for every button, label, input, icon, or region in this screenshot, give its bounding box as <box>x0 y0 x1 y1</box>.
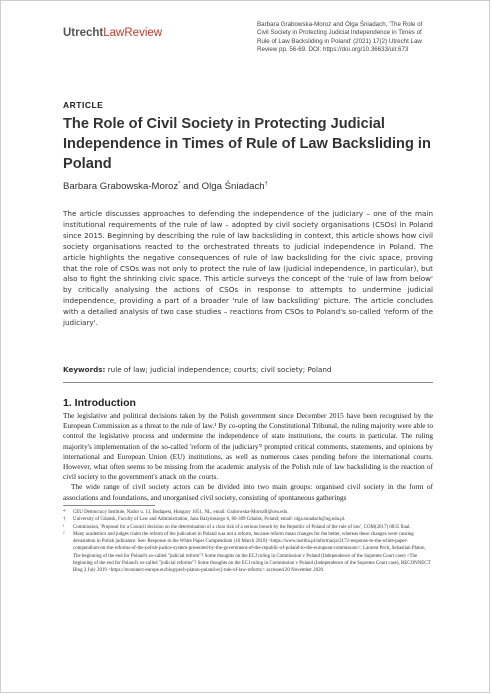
journal-logo-part2: LawReview <box>103 27 163 39</box>
body-paragraph-1: The legislative and political decisions taken by the Polish government since December 2015 have been recognised by the European Commission as a threat to the rule of law.¹ By co-opting the Constitutional Tribunal, the ruling majority were able to control the legislative process and undermine the independence of state institutions, the courts in particular. The ruling majority's implementation of the so-called 'reform of the judiciary'² prompted critical comments, statements, and opinions by international and European Union (EU) institutions, as well as numerous cases pending before the international courts. However, what often seems to be missing from the academic analysis of the Polish rule of law backsliding is the reaction of civil society to the government's attack on the courts. <box>63 411 433 482</box>
footnote-mark: ¹ <box>63 524 65 530</box>
footnote <box>63 531 433 575</box>
footnote-divider <box>63 505 155 506</box>
footnote-mark: * <box>63 510 66 515</box>
footnote-text: Commission, 'Proposal for a Council decision on the determination of a clear risk of a serious breach by the Republic of Poland of the rule of law', COM(2017) 0835 final. <box>73 524 411 530</box>
footnote <box>63 524 433 531</box>
footnote <box>63 516 433 523</box>
footnote-text: CEU Democracy Institute, Nador u. 13, Budapest, Hungary 1051, NL, email: Grabowska-MorozB@ceu.edu. <box>73 510 289 515</box>
footnotes <box>63 509 433 575</box>
footnote-mark: † <box>63 517 66 523</box>
keywords <box>63 365 433 374</box>
section-divider <box>63 382 433 383</box>
article-title: The Role of Civil Society in Protecting Judicial Independence in Times of Rule of Law Backsliding in Poland <box>63 116 431 172</box>
article-label: ARTICLE <box>63 100 104 110</box>
authors-line <box>63 181 268 192</box>
footnote-text: Many academics and judges claim the reform of the judicature in Poland was not a reform, because reform mean changes for the better, whereas these changes were causing devastation in Polish judicature. See: Response to the White Paper Compendium (16 March 2018) <https://www.iustitia.pl/informacje/2172-response-to-the-white-paper-compendium-on-the-reforms-of-the-polish-justice-system-presented-by-the-government-of-the-republic-of-poland-to-the-european-commission>; Laurent Pech, Sebastian Platon, The beginning of the end for Poland's so-called "judicial reform"? Some thoughts on the ECJ ruling in Commission v Poland (Independence of the Supreme Court case) <The beginning of the end for Poland's so-called "judicial reforms"? Some thoughts on the ECJ ruling in Commission v Poland (Independence of the Supreme Court case), RECONNECT Blog 2 July 2019 <https://reconnect-europe.eu/blog/pech-platon-poland-ecj-rule-of-law-reform/> accessed 20 November 2020. <box>73 531 431 574</box>
author-footnote-mark-2: † <box>264 181 268 187</box>
footnote-text: University of Gdańsk, Faculty of Law and Administration, Jana Bażyńskiego 6, 80-309 Gdańsk, Poland; email: olga.sniadach@ug.edu.pl. <box>73 517 346 523</box>
keywords-text: rule of law; judicial independence; courts; civil society; Poland <box>105 365 332 374</box>
footnote <box>63 509 433 516</box>
journal-logo-part1: Utrecht <box>63 27 104 39</box>
author-footnote-mark-1: * <box>178 181 181 187</box>
body-text <box>63 411 433 503</box>
footnote-mark: ² <box>63 531 65 537</box>
authors-joiner: and <box>180 181 202 193</box>
citation-block: Barbara Grabowska-Moroz and Olga Śniadach, 'The Role of Civil Society in Protecting Judicial Independence in Times of Rule of Law Backsliding in Poland' (2021) 17(2) Utrecht Law Review pp. 56-69. DOI: https://doi.org/10.36633/ulr.673 <box>257 21 423 53</box>
section-heading: 1. Introduction <box>63 397 136 409</box>
body-paragraph-2: The wide range of civil society actors can be divided into two main groups: organised civil society in the form of associations and foundations, and unorganised civil society, consisting of spontaneous gatherings <box>63 482 433 502</box>
journal-logo <box>63 27 162 39</box>
keywords-label: Keywords: <box>63 365 106 374</box>
abstract: The article discusses approaches to defending the independence of the judiciary – one of the main institutional requirements of the rule of law – adopted by civil society organisations (CSOs) in Poland since 2015. Beginning by describing the rule of law backsliding in context, this article shows how civil society organisations reacted to the orchestrated threats to judicial independence in Poland. The article highlights the negative consequences of rule of law backsliding for the civic space, proving that the role of CSOs was not only to protect the rule of law (judicial independence, in particular), but also to fight the shrinking civic space. This article surveys the concept of the 'rule of law from below' by critically analysing the actions of CSOs in response to attempts to undermine judicial independence, providing a part of a broader 'rule of law backsliding' picture. The article concludes with a detailed analysis of two case studies – reactions from CSOs to Poland's so-called 'reform of the judiciary'. <box>63 209 433 328</box>
author-name-2: Olga Śniadach <box>201 181 265 193</box>
author-name-1: Barbara Grabowska-Moroz <box>63 181 179 193</box>
